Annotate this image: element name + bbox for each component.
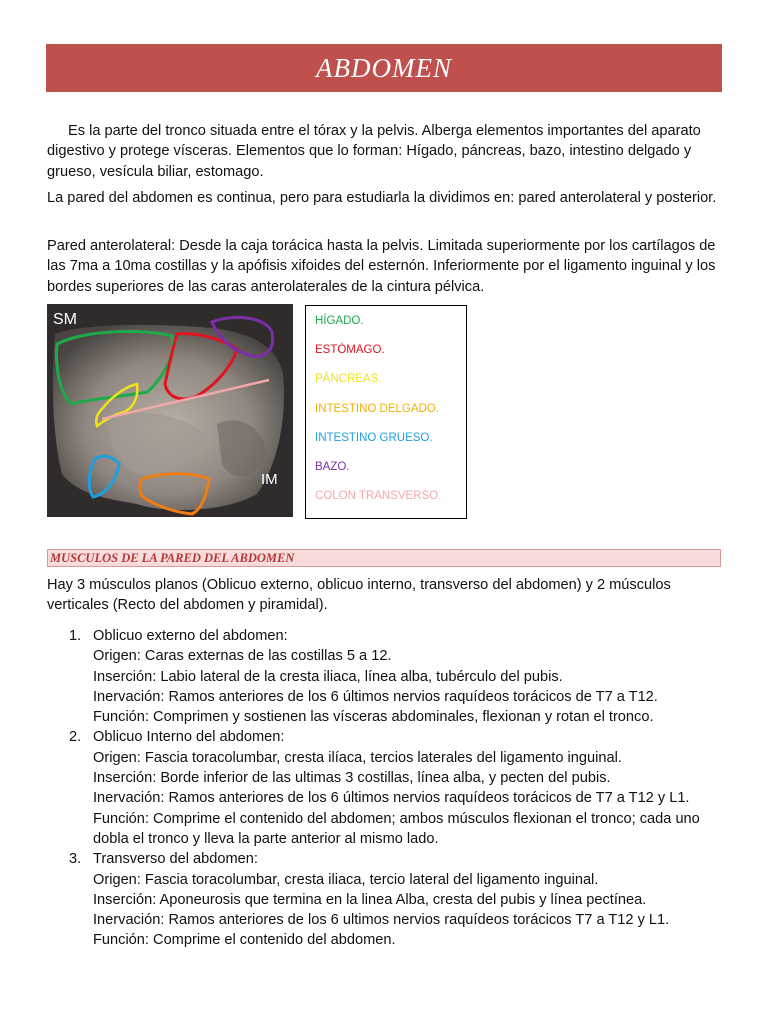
anatomy-photo — [47, 304, 293, 517]
muscle-insertion: Inserción: Borde inferior de las ultimas 3 costillas, línea alba, y pecten del pubis. — [93, 770, 611, 787]
muscle-name: Transverso del abdomen: — [93, 851, 258, 868]
figure-label-bottom: IM — [261, 471, 278, 488]
legend-item-colon-transverso: COLON TRANSVERSO. — [315, 490, 442, 503]
legend-item-pancreas: PÁNCREAS. — [315, 373, 382, 386]
anatomy-photo-drawing — [47, 304, 293, 517]
legend-item-intestino-delgado: INTESTINO DELGADO. — [315, 402, 439, 415]
muscle-insertion: Inserción: Aponeurosis que termina en la linea Alba, cresta del pubis y línea pectínea. — [93, 891, 647, 908]
muscle-list — [47, 626, 723, 951]
intro-paragraph-2: La pared del abdomen es continua, pero para estudiarla la dividimos en: pared anterolateral y posterior. — [47, 190, 717, 206]
intro-paragraph-3: Pared anterolateral: Desde la caja torácica hasta la pelvis. Limitada superiormente por los cartílagos de las 7ma a 10ma costillas y la apófisis xifoides del esternón. Inferiormente por el ligamento inguinal y los bordes superiores de las caras anterolaterales de la cintura pélvica. — [47, 238, 716, 295]
section-heading: MUSCULOS DE LA PARED DEL ABDOMEN — [47, 549, 721, 567]
list-number: 1. — [69, 628, 82, 644]
muscle-origin: Origen: Caras externas de las costillas 5 a 12. — [93, 648, 392, 665]
color-legend — [305, 305, 467, 519]
muscle-origin: Origen: Fascia toracolumbar, cresta iliaca, tercio lateral del ligamento inguinal. — [93, 871, 599, 888]
legend-item-estomago: ESTÓMAGO. — [315, 344, 385, 357]
list-item — [47, 727, 723, 849]
figure-label-top: SM — [53, 311, 77, 328]
muscles-intro: Hay 3 músculos planos (Oblicuo externo, oblicuo interno, transverso del abdomen) y 2 músculos verticales (Recto del abdomen y piramidal). — [47, 577, 671, 614]
muscle-name: Oblicuo externo del abdomen: — [93, 628, 288, 644]
muscle-innervation: Inervación: Ramos anteriores de los 6 últimos nervios raquídeos torácicos de T7 a T12 y L1. — [93, 790, 690, 807]
list-item — [47, 626, 723, 727]
legend-item-intestino-grueso: INTESTINO GRUESO. — [315, 431, 433, 444]
muscle-name: Oblicuo Interno del abdomen: — [93, 729, 285, 746]
muscle-insertion: Inserción: Labio lateral de la cresta iliaca, línea alba, tubérculo del pubis. — [93, 668, 563, 685]
muscle-function: Función: Comprime el contenido del abdomen. — [93, 932, 396, 949]
intro-paragraph-1: Es la parte del tronco situada entre el tórax y la pelvis. Alberga elementos importantes del aparato digestivo y protege vísceras. Elementos que lo forman: Hígado, páncreas, bazo, intestino delgado y grueso, vesícula biliar, estomago. — [47, 123, 701, 180]
muscle-origin: Origen: Fascia toracolumbar, cresta ilíaca, tercios laterales del ligamento inguinal. — [93, 749, 622, 766]
muscle-function: Función: Comprime el contenido del abdomen; ambos músculos flexionan el tronco; cada uno dobla el tronco y lleva la parte anterior al mismo lado. — [93, 810, 700, 847]
list-item — [47, 849, 723, 950]
list-number: 3. — [69, 851, 82, 868]
legend-item-higado: HÍGADO. — [315, 315, 364, 327]
page-title: ABDOMEN — [46, 44, 722, 92]
muscle-innervation: Inervación: Ramos anteriores de los 6 ultimos nervios raquídeos torácicos T7 a T12 y L1. — [93, 912, 670, 929]
list-number: 2. — [69, 729, 82, 746]
muscle-innervation: Inervación: Ramos anteriores de los 6 últimos nervios raquídeos torácicos de T7 a T12. — [93, 688, 658, 705]
legend-item-bazo: BAZO. — [315, 460, 350, 473]
muscle-function: Función: Comprimen y sostienen las vísceras abdominales, flexionan y rotan el tronco. — [93, 709, 654, 726]
